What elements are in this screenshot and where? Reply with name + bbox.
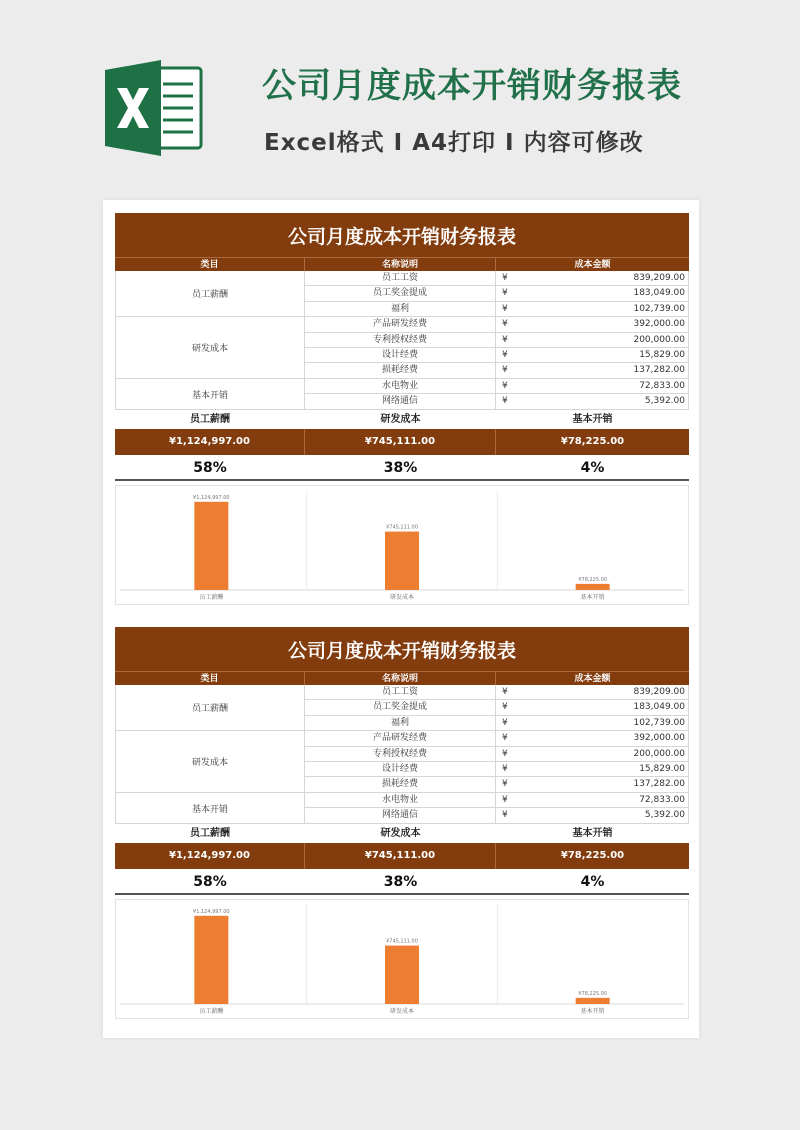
currency-symbol: ¥ [502, 687, 508, 697]
summary-percents [115, 869, 689, 895]
currency-symbol: ¥ [502, 319, 508, 330]
table-body [115, 271, 689, 410]
item-name: 设计经费 [305, 762, 496, 777]
currency-symbol: ¥ [502, 810, 508, 821]
summary-label: 基本开销 [572, 828, 613, 839]
item-name: 产品研发经费 [305, 731, 496, 746]
item-name: 员工奖金提成 [305, 700, 496, 715]
category-tick-label: 基本开销 [580, 594, 605, 601]
bar-data-label: ¥78,225.00 [578, 576, 607, 583]
item-name: 员工工资 [305, 685, 496, 700]
item-name: 水电物业 [305, 379, 496, 394]
table-row [305, 716, 689, 731]
category-tick-label: 员工薪酬 [199, 594, 224, 601]
item-name: 设计经费 [305, 348, 496, 363]
report-title: 公司月度成本开销财务报表 [115, 627, 689, 671]
item-amount: 392,000.00 [633, 319, 685, 330]
item-amount: 15,829.00 [639, 764, 685, 774]
item-name: 网络通信 [305, 808, 496, 823]
banner-subtitle: Excel格式 I A4打印 I 内容可修改 [264, 130, 644, 156]
item-amount: 72,833.00 [639, 380, 685, 391]
bar [576, 998, 610, 1004]
table-row [305, 363, 689, 378]
item-amount: 72,833.00 [639, 794, 685, 805]
currency-symbol: ¥ [502, 779, 508, 790]
currency-symbol: ¥ [502, 303, 508, 314]
category-cell: 员工薪酬 [115, 685, 305, 731]
item-amount: 15,829.00 [639, 350, 685, 360]
category-cell: 基本开销 [115, 793, 305, 824]
table-row [305, 302, 689, 317]
item-amount: 392,000.00 [633, 733, 685, 744]
bar-data-label: ¥745,111.00 [386, 524, 418, 531]
item-name: 福利 [305, 716, 496, 731]
category-cell: 研发成本 [115, 731, 305, 793]
currency-symbol: ¥ [502, 273, 508, 283]
item-amount: 5,392.00 [644, 396, 685, 407]
table-row [305, 333, 689, 348]
summary-total: ¥745,111.00 [305, 843, 496, 869]
currency-symbol: ¥ [502, 288, 508, 299]
category-cell: 基本开销 [115, 379, 305, 410]
item-name: 损耗经费 [305, 363, 496, 378]
currency-symbol: ¥ [502, 702, 508, 713]
bar-chart [115, 899, 689, 1019]
table-row [305, 762, 689, 777]
item-amount: 5,392.00 [644, 810, 685, 821]
item-amount: 183,049.00 [633, 288, 685, 299]
chart-svg [116, 486, 688, 604]
item-amount: 137,282.00 [633, 365, 685, 376]
table-row [305, 317, 689, 332]
summary-label: 员工薪酬 [190, 414, 230, 425]
item-amount: 102,739.00 [633, 303, 685, 314]
bar-data-label: ¥1,124,997.00 [193, 908, 230, 915]
item-amount: 839,209.00 [633, 687, 685, 697]
table-row [305, 271, 689, 286]
header-name: 名称说明 [305, 672, 496, 686]
item-amount: 102,739.00 [633, 717, 685, 728]
table-row [305, 731, 689, 746]
banner-title: 公司月度成本开销财务报表 [262, 66, 682, 106]
summary-percents [115, 455, 689, 481]
table-row [305, 747, 689, 762]
bar [194, 502, 228, 590]
currency-symbol: ¥ [502, 733, 508, 744]
summary-percent: 58% [193, 460, 227, 476]
header-amount: 成本金额 [574, 260, 611, 270]
summary-total: ¥1,124,997.00 [115, 429, 305, 455]
sheet-page [103, 200, 699, 1038]
currency-symbol: ¥ [502, 396, 508, 407]
item-amount: 839,209.00 [633, 273, 685, 283]
header-category: 类目 [115, 672, 305, 686]
currency-symbol: ¥ [502, 365, 508, 376]
category-tick-label: 研发成本 [389, 1008, 415, 1015]
header-amount: 成本金额 [574, 674, 611, 684]
banner [0, 0, 800, 190]
bar [576, 584, 610, 590]
bar-data-label: ¥745,111.00 [386, 938, 418, 945]
bar [385, 946, 419, 1004]
summary-label: 基本开销 [572, 414, 613, 425]
item-name: 损耗经费 [305, 777, 496, 792]
chart-svg [116, 900, 688, 1018]
item-name: 水电物业 [305, 793, 496, 808]
header-category: 类目 [115, 258, 305, 272]
currency-symbol: ¥ [502, 350, 508, 360]
summary-labels [115, 824, 689, 843]
summary-totals [115, 843, 689, 869]
table-header [115, 671, 689, 685]
item-name: 员工奖金提成 [305, 286, 496, 301]
item-name: 员工工资 [305, 271, 496, 286]
table-header [115, 257, 689, 271]
currency-symbol: ¥ [502, 380, 508, 391]
report-1 [115, 213, 689, 605]
summary-labels [115, 410, 689, 429]
table-row [305, 777, 689, 792]
item-name: 专利授权经费 [305, 333, 496, 348]
category-tick-label: 研发成本 [389, 594, 415, 601]
table-row [305, 700, 689, 715]
table-row [305, 685, 689, 700]
summary-total: ¥1,124,997.00 [115, 843, 305, 869]
header-name: 名称说明 [305, 258, 496, 272]
summary-percent: 4% [580, 460, 605, 476]
bar-data-label: ¥1,124,997.00 [193, 494, 230, 501]
report-title: 公司月度成本开销财务报表 [115, 213, 689, 257]
category-cell: 员工薪酬 [115, 271, 305, 317]
category-tick-label: 基本开销 [580, 1008, 605, 1015]
summary-total: ¥78,225.00 [560, 436, 625, 447]
item-name: 产品研发经费 [305, 317, 496, 332]
bar-chart [115, 485, 689, 605]
report-2 [115, 627, 689, 1019]
currency-symbol: ¥ [502, 764, 508, 774]
summary-label: 研发成本 [380, 414, 421, 425]
bar-data-label: ¥78,225.00 [578, 990, 607, 997]
table-row [305, 808, 689, 823]
category-tick-label: 员工薪酬 [199, 1008, 224, 1015]
item-amount: 137,282.00 [633, 779, 685, 790]
item-amount: 200,000.00 [633, 748, 685, 759]
currency-symbol: ¥ [502, 748, 508, 759]
summary-percent: 38% [383, 460, 418, 476]
summary-percent: 38% [383, 874, 418, 890]
excel-logo-icon [103, 60, 203, 156]
currency-symbol: ¥ [502, 794, 508, 805]
item-name: 福利 [305, 302, 496, 317]
table-row [305, 379, 689, 394]
item-name: 专利授权经费 [305, 747, 496, 762]
summary-label: 员工薪酬 [190, 828, 230, 839]
table-row [305, 348, 689, 363]
table-body [115, 685, 689, 824]
summary-percent: 58% [193, 874, 227, 890]
summary-total: ¥745,111.00 [305, 429, 496, 455]
table-row [305, 286, 689, 301]
table-row [305, 793, 689, 808]
bar [194, 916, 228, 1004]
item-name: 网络通信 [305, 394, 496, 409]
category-cell: 研发成本 [115, 317, 305, 379]
summary-percent: 4% [580, 874, 605, 890]
currency-symbol: ¥ [502, 334, 508, 345]
item-amount: 183,049.00 [633, 702, 685, 713]
summary-total: ¥78,225.00 [560, 850, 625, 861]
bar [385, 532, 419, 590]
currency-symbol: ¥ [502, 717, 508, 728]
summary-totals [115, 429, 689, 455]
summary-label: 研发成本 [380, 828, 421, 839]
item-amount: 200,000.00 [633, 334, 685, 345]
table-row [305, 394, 689, 409]
